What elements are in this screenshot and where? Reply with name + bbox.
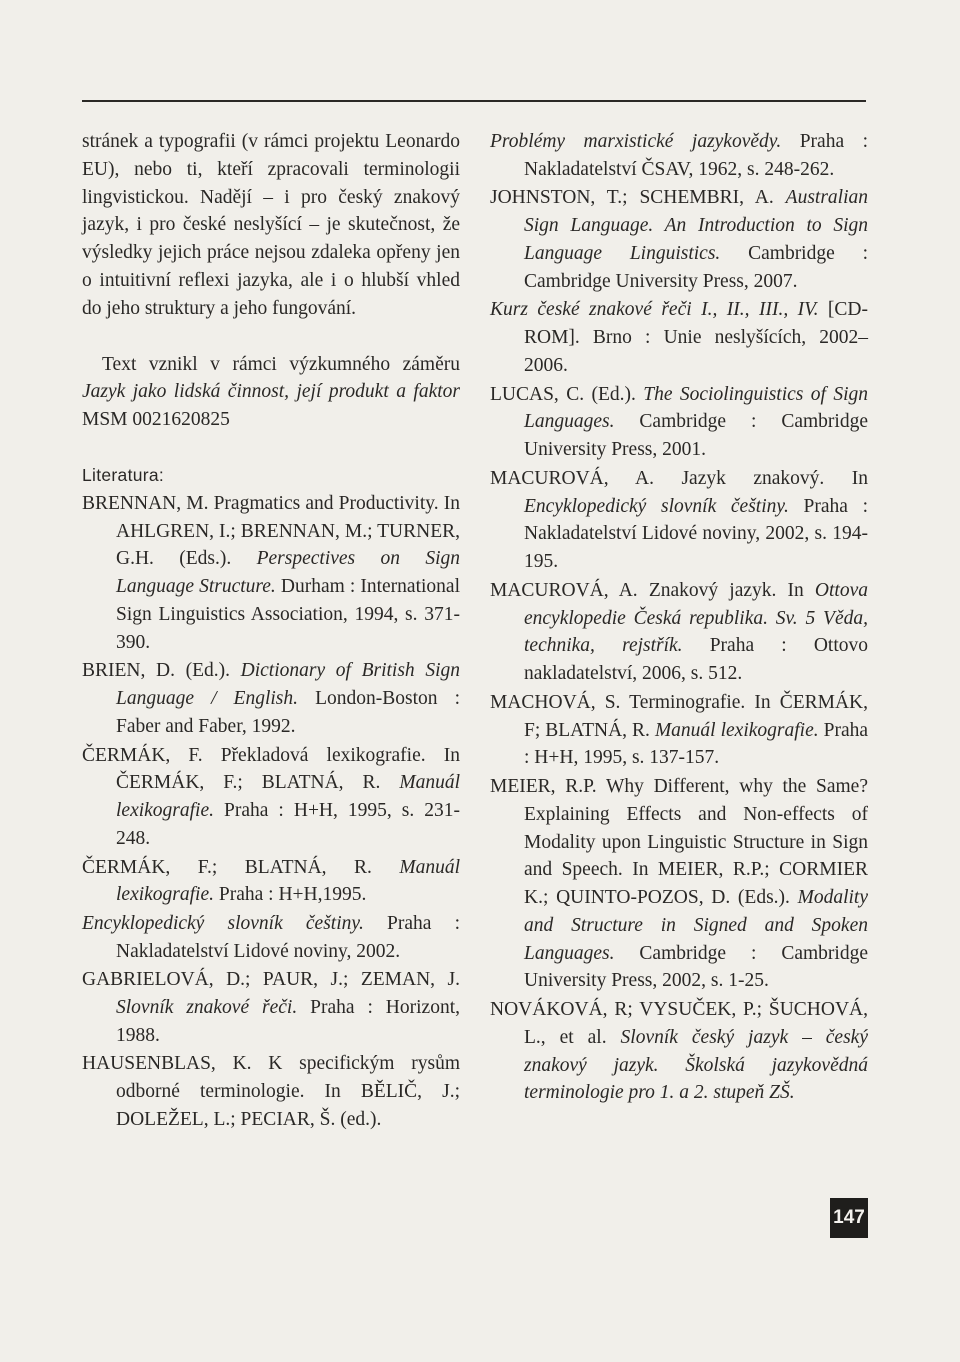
reference-entry: JOHNSTON, T.; SCHEMBRI, A. Australian Sign Language. An Introduction to Sign Language Linguistics. Cambridge : Cambridge University Press, 2007. — [490, 187, 868, 292]
reference-entry: BRIEN, D. (Ed.). Dictionary of British Sign Language / English. London-Boston : Faber and Faber, 1992. — [82, 660, 460, 737]
acknowledgement-paragraph: Text vznikl v rámci výzkumného záměru Jazyk jako lidská činnost, její produkt a faktor MSM 0021620825 — [82, 353, 460, 431]
reference-entry: ČERMÁK, F. Překladová lexikografie. In ČERMÁK, F.; BLATNÁ, R. Manuál lexikografie. Praha : H+H, 1995, s. 231-248. — [82, 744, 460, 849]
reference-entry: ČERMÁK, F.; BLATNÁ, R. Manuál lexikografie. Praha : H+H,1995. — [82, 856, 460, 906]
page-number: 147 — [830, 1198, 868, 1238]
reference-entry: GABRIELOVÁ, D.; PAUR, J.; ZEMAN, J. Slovník znakové řeči. Praha : Horizont, 1988. — [82, 969, 460, 1046]
left-column — [82, 128, 460, 1135]
reference-entry: Kurz české znakové řeči I., II., III., IV. [CD-ROM]. Brno : Unie neslyšících, 2002–2006. — [490, 299, 869, 376]
reference-entry: LUCAS, C. (Ed.). The Sociolinguistics of Sign Languages. Cambridge : Cambridge University Press, 2001. — [490, 383, 868, 461]
reference-entry: MEIER, R.P. Why Different, why the Same? Explaining Effects and Non-effects of Modality upon Linguistic Structure in Sign and Speech. In MEIER, R.P.; CORMIER K.; QUINTO-POZOS, D. (Eds.). Modality and Structure in Signed and Spoken Languages. Cambridge : Cambridge University Press, 2002, s. 1-25. — [490, 775, 868, 992]
top-rule — [82, 100, 866, 102]
literature-heading: Literatura: — [82, 464, 165, 485]
reference-list-right — [490, 128, 868, 1107]
reference-entry: BRENNAN, M. Pragmatics and Productivity. In AHLGREN, I.; BRENNAN, M.; TURNER, G.H. (Eds.). Perspectives on Sign Language Structure. Durham : International Sign Linguistics Association, 1994, s. 371-390. — [82, 492, 460, 653]
reference-entry: MACUROVÁ, A. Jazyk znakový. In Encyklopedický slovník češtiny. Praha : Nakladatelství Lidové noviny, 2002, s. 194-195. — [490, 467, 868, 573]
body-paragraph: stránek a typografii (v rámci projektu Leonardo EU), nebo ti, kteří zpracovali terminologii lingvistickou. Nadějí – i pro český znakový jazyk, i pro české neslyšící – je skutečnost, že výsledky jejich práce nejsou zdaleka opřeny jen o intuitivní reflexi jazyka, ale i o hlubší vhled do jeho struktury a jeho fungování. — [82, 131, 460, 319]
reference-entry: MACUROVÁ, A. Znakový jazyk. In Ottova encyklopedie Česká republika. Sv. 5 Věda, technika, rejstřík. Praha : Ottovo nakladatelství, 2006, s. 512. — [490, 579, 869, 685]
reference-entry: Problémy marxistické jazykovědy. Praha : Nakladatelství ČSAV, 1962, s. 248-262. — [490, 131, 868, 180]
reference-entry: NOVÁKOVÁ, R; VYSUČEK, P.; ŠUCHOVÁ, L., et al. Slovník český jazyk – český znakový jazyk. Školská jazykovědná terminologie pro 1. a 2. stupeň ZŠ. — [490, 999, 868, 1104]
right-column — [490, 128, 868, 1108]
reference-list-left — [82, 490, 460, 1134]
reference-entry: Encyklopedický slovník češtiny. Praha : Nakladatelství Lidové noviny, 2002. — [82, 912, 460, 962]
reference-entry: MACHOVÁ, S. Terminografie. In ČERMÁK, F; BLATNÁ, R. Manuál lexikografie. Praha : H+H, 1995, s. 137-157. — [490, 691, 869, 769]
reference-entry: HAUSENBLAS, K. K specifickým rysům odborné terminologie. In BĚLIČ, J.; DOLEŽEL, L.; PECIAR, Š. (ed.). — [82, 1053, 460, 1131]
